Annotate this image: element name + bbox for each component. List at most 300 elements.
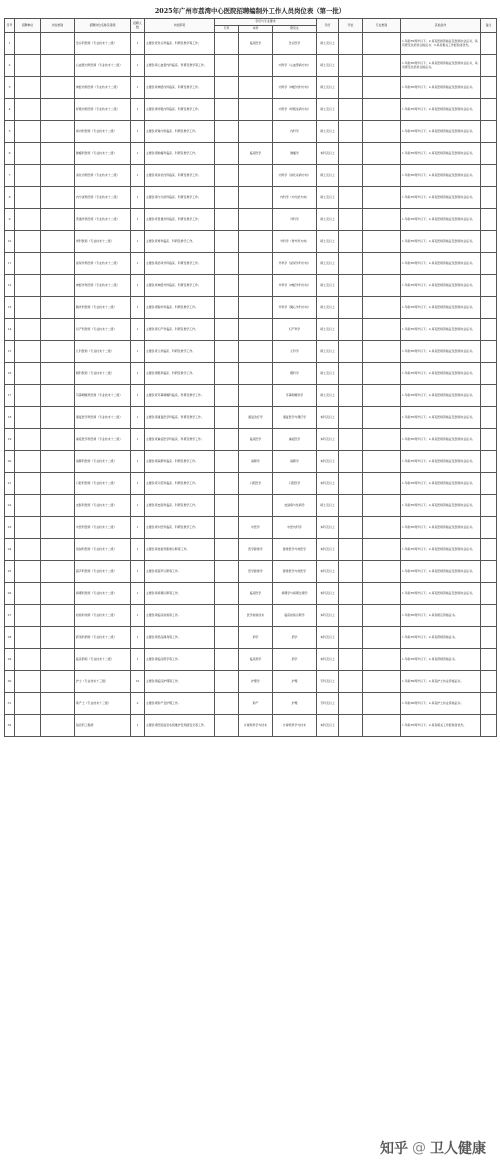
cell-degree: 本科及以上 (317, 539, 339, 561)
table-row (5, 121, 497, 143)
cell-yjs: 外科学（神经外科方向） (273, 275, 317, 297)
cell-post: 超声科医师（专业技术十二级） (75, 561, 131, 583)
cell-count: 1 (131, 319, 145, 341)
cell (363, 363, 401, 385)
cell (41, 385, 75, 407)
cell (215, 649, 239, 671)
cell-post: 护士（专业技术十三级） (75, 671, 131, 693)
table-row (5, 627, 497, 649)
cell-degree: 本科及以上 (317, 605, 339, 627)
cell-cond: 1.年龄35周岁以下；2.具有医师资格证及医师执业证书。 (401, 231, 481, 253)
cell-no: 15 (5, 341, 15, 363)
cell (41, 451, 75, 473)
cell-post: 神经外科医师（专业技术十二级） (75, 275, 131, 297)
cell (363, 33, 401, 55)
cell (339, 121, 363, 143)
cell-post: 内分泌科医师（专业技术十二级） (75, 187, 131, 209)
cell-post: 康复医学科医师（专业技术十二级） (75, 407, 131, 429)
cell-post: 儿科医师（专业技术十二级） (75, 341, 131, 363)
cell-duty: 主要负责眼科临床、科研及教学工作。 (145, 363, 215, 385)
cell-count: 10 (131, 671, 145, 693)
cell (481, 319, 497, 341)
cell (363, 539, 401, 561)
cell-yjs: 计算机科学与技术 (273, 715, 317, 737)
cell (481, 693, 497, 715)
cell (15, 693, 41, 715)
col-header: 招聘人数 (131, 19, 145, 33)
cell (339, 209, 363, 231)
cell-no: 29 (5, 649, 15, 671)
cell (339, 473, 363, 495)
cell (15, 341, 41, 363)
cell-no: 1 (5, 33, 15, 55)
cell-no: 4 (5, 99, 15, 121)
cell-count: 1 (131, 253, 145, 275)
cell (41, 231, 75, 253)
cell-cond: 1.年龄35周岁以下；2.具有医师资格证及医师执业证书。 (401, 99, 481, 121)
table-row (5, 495, 497, 517)
cell-no: 17 (5, 385, 15, 407)
cell-post: 信息科工程师 (75, 715, 131, 737)
cell-bk: 麻醉学 (239, 451, 273, 473)
cell-yjs: 内科学（神经内科方向） (273, 77, 317, 99)
cell-yjs: 儿科学 (273, 341, 317, 363)
cell-count: 1 (131, 231, 145, 253)
cell (339, 583, 363, 605)
cell (481, 121, 497, 143)
cell-bk: 药学 (239, 627, 273, 649)
cell-duty: 主要负责神经外科临床、科研及教学工作。 (145, 275, 215, 297)
cell (215, 693, 239, 715)
cell (15, 363, 41, 385)
cell-cond: 1.年龄35周岁以下；2.具有相关工作经验者优先。 (401, 715, 481, 737)
cell (481, 33, 497, 55)
cell-yjs: 内科学（内分泌方向） (273, 187, 317, 209)
cell-bk (239, 275, 273, 297)
cell (15, 319, 41, 341)
cell (41, 671, 75, 693)
cell-cond: 1.年龄30周岁以下；2.具有护士执业资格证书。 (401, 693, 481, 715)
cell-bk: 口腔医学 (239, 473, 273, 495)
cell-bk: 医学检验技术 (239, 605, 273, 627)
cell (363, 187, 401, 209)
cell-degree: 硕士及以上 (317, 231, 339, 253)
table-row (5, 715, 497, 737)
cell-post: 放射科医师（专业技术十二级） (75, 539, 131, 561)
cell (215, 319, 239, 341)
cell-count: 1 (131, 473, 145, 495)
cell-count: 1 (131, 627, 145, 649)
cell-degree: 硕士及以上 (317, 297, 339, 319)
cell-duty: 主要负责泌尿外科临床、科研及教学工作。 (145, 253, 215, 275)
cell (481, 473, 497, 495)
cell (15, 55, 41, 77)
cell-yjs: 药学 (273, 627, 317, 649)
table-row (5, 253, 497, 275)
table-row (5, 363, 497, 385)
cell (481, 517, 497, 539)
cell-degree: 本科及以上 (317, 627, 339, 649)
cell-duty: 主要负责放射科影像诊断等工作。 (145, 539, 215, 561)
cell-yjs: 耳鼻咽喉科学 (273, 385, 317, 407)
cell (481, 671, 497, 693)
cell-no: 14 (5, 319, 15, 341)
cell-count: 1 (131, 407, 145, 429)
cell (15, 627, 41, 649)
cell-post: 神经内科医师（专业技术十二级） (75, 77, 131, 99)
cell-post: 呼吸内科医师（专业技术十二级） (75, 99, 131, 121)
cell (481, 605, 497, 627)
cell-post: 耳鼻咽喉科医师（专业技术十二级） (75, 385, 131, 407)
cell-count: 1 (131, 143, 145, 165)
cell (481, 253, 497, 275)
cell-duty: 主要负责中医科临床、科研及教学工作。 (145, 517, 215, 539)
cell (215, 341, 239, 363)
cell (215, 583, 239, 605)
cell-post: 消化内科医师（专业技术十二级） (75, 165, 131, 187)
cell (339, 231, 363, 253)
cell (363, 407, 401, 429)
cell-yjs: 外科学 (273, 209, 317, 231)
table-body (5, 33, 497, 737)
cell (363, 451, 401, 473)
cell (41, 649, 75, 671)
cell-degree: 硕士及以上 (317, 495, 339, 517)
table-row (5, 77, 497, 99)
cell (481, 99, 497, 121)
cell-cond: 1.年龄35周岁以下；2.具有医师资格证及医师执业证书。 (401, 121, 481, 143)
watermark-brand: 知乎 (380, 1141, 408, 1157)
cell-cond: 1.年龄35周岁以下；2.具有医师资格证及医师执业证书。 (401, 187, 481, 209)
cell-duty: 主要负责口腔科临床、科研及教学工作。 (145, 473, 215, 495)
col-header: 招聘单位 (15, 19, 41, 33)
cell (215, 495, 239, 517)
cell (481, 363, 497, 385)
cell (481, 627, 497, 649)
cell-no: 30 (5, 671, 15, 693)
cell (363, 649, 401, 671)
cell (215, 517, 239, 539)
cell-bk (239, 363, 273, 385)
cell (215, 209, 239, 231)
cell-cond: 1.年龄35周岁以下；2.具有药师资格证书。 (401, 627, 481, 649)
cell-count: 1 (131, 165, 145, 187)
cell-bk (239, 99, 273, 121)
cell (15, 451, 41, 473)
cell-cond: 1.年龄35周岁以下；2.具有医师资格证及医师执业证书。 (401, 451, 481, 473)
col-header: 招聘岗位名称及等级 (75, 19, 131, 33)
cell (215, 33, 239, 55)
cell (215, 561, 239, 583)
cell (481, 209, 497, 231)
cell-duty: 主要负责超声诊断等工作。 (145, 561, 215, 583)
cell-cond: 1.年龄35周岁以下；2.具有医师资格证及医师执业证书。 (401, 407, 481, 429)
cell-count: 1 (131, 495, 145, 517)
cell-degree: 硕士及以上 (317, 121, 339, 143)
cell-duty: 主要负责胸外科临床、科研及教学工作。 (145, 297, 215, 319)
cell-yjs: 内科学（呼吸系病方向） (273, 99, 317, 121)
document-title: 2025年广州市荔湾中心医院招聘编制外工作人员岗位表（第一批） (154, 7, 346, 15)
table-row (5, 605, 497, 627)
cell-degree: 本科及以上 (317, 451, 339, 473)
cell-degree: 硕士及以上 (317, 209, 339, 231)
cell-no: 24 (5, 539, 15, 561)
cell-yjs: 护理 (273, 671, 317, 693)
sub-header: 研究生 (273, 26, 317, 33)
cell-no: 10 (5, 231, 15, 253)
cell (481, 385, 497, 407)
cell-post: 药剂科药师（专业技术十二级） (75, 627, 131, 649)
cell-duty: 主要负责儿科临床、科研及教学工作。 (145, 341, 215, 363)
cell-cond: 1.年龄35周岁以下；2.具有医师资格证及医师执业证书。 (401, 165, 481, 187)
cell (41, 583, 75, 605)
cell (339, 451, 363, 473)
cell (363, 253, 401, 275)
cell-yjs: 内科学（消化系病方向） (273, 165, 317, 187)
cell-yjs: 中医内科学 (273, 517, 317, 539)
cell (41, 77, 75, 99)
cell (215, 473, 239, 495)
cell-degree: 硕士及以上 (317, 319, 339, 341)
cell-no: 20 (5, 451, 15, 473)
cell-no: 21 (5, 473, 15, 495)
cell-post: 肾内科医师（专业技术十二级） (75, 121, 131, 143)
table-row (5, 671, 497, 693)
table-row (5, 583, 497, 605)
cell-yjs: 药学 (273, 649, 317, 671)
cell (363, 297, 401, 319)
cell (363, 121, 401, 143)
cell (215, 407, 239, 429)
cell (41, 121, 75, 143)
cell-no: 19 (5, 429, 15, 451)
cell (41, 297, 75, 319)
table-row (5, 209, 497, 231)
cell-degree: 本科及以上 (317, 715, 339, 737)
cell-no: 27 (5, 605, 15, 627)
cell (339, 429, 363, 451)
cell-no: 7 (5, 165, 15, 187)
cell (41, 209, 75, 231)
cell-post: 普通外科医师（专业技术十二级） (75, 209, 131, 231)
cell-duty: 主要负责助产及护理工作。 (145, 693, 215, 715)
cell (15, 209, 41, 231)
cell-duty: 主要负责麻醉科临床、科研及教学工作。 (145, 451, 215, 473)
cell-post: 重症医学科医师（专业技术十二级） (75, 429, 131, 451)
cell-yjs: 眼科学 (273, 363, 317, 385)
col-header: 学历与专业要求 (215, 19, 317, 26)
cell-yjs: 急诊医学 (273, 33, 317, 55)
cell (15, 275, 41, 297)
cell (363, 429, 401, 451)
cell-duty: 主要负责临床药学等工作。 (145, 649, 215, 671)
cell-count: 1 (131, 561, 145, 583)
cell-cond: 1.年龄35周岁以下；2.具有医师资格证及医师执业证书。 (401, 319, 481, 341)
cell-cond: 1.年龄30周岁以下；2.具有护士执业资格证书。 (401, 671, 481, 693)
cell (363, 385, 401, 407)
cell (15, 297, 41, 319)
cell-bk: 医学影像学 (239, 561, 273, 583)
cell-no: 12 (5, 275, 15, 297)
cell-post: 皮肤科医师（专业技术十二级） (75, 495, 131, 517)
cell (339, 693, 363, 715)
cell (481, 407, 497, 429)
cell (215, 275, 239, 297)
cell-bk (239, 209, 273, 231)
cell-post: 临床药师（专业技术十二级） (75, 649, 131, 671)
cell-yjs: 口腔医学 (273, 473, 317, 495)
cell-count: 1 (131, 121, 145, 143)
cell (363, 99, 401, 121)
cell-bk (239, 319, 273, 341)
cell-count: 1 (131, 209, 145, 231)
cell (339, 33, 363, 55)
cell-duty: 主要负责心血管内科临床、科研及教学等工作。 (145, 55, 215, 77)
cell-count: 1 (131, 451, 145, 473)
cell (339, 363, 363, 385)
cell (215, 385, 239, 407)
cell (481, 451, 497, 473)
cell (215, 121, 239, 143)
cell (41, 341, 75, 363)
cell-duty: 主要负责康复医学科临床、科研及教学工作。 (145, 407, 215, 429)
cell (339, 561, 363, 583)
cell-duty: 主要负责肾内科临床、科研及教学工作。 (145, 121, 215, 143)
cell (339, 55, 363, 77)
cell (15, 605, 41, 627)
cell-cond: 1.年龄35周岁以下；2.具有医师资格证及医师执业证书。 (401, 297, 481, 319)
cell (41, 99, 75, 121)
cell-cond: 1.年龄35周岁以下；2.具有医师资格证及医师执业证书。 (401, 539, 481, 561)
cell (15, 583, 41, 605)
cell-post: 心血管内科医师（专业技术十二级） (75, 55, 131, 77)
cell-no: 13 (5, 297, 15, 319)
cell-post: 眼科医师（专业技术十二级） (75, 363, 131, 385)
cell-degree: 硕士及以上 (317, 341, 339, 363)
cell-bk: 临床医学 (239, 143, 273, 165)
cell-yjs: 影像医学与核医学 (273, 561, 317, 583)
cell (215, 253, 239, 275)
cell-no: 26 (5, 583, 15, 605)
cell-no: 22 (5, 495, 15, 517)
cell-bk (239, 77, 273, 99)
cell-cond: 1.年龄35周岁以下；2.具有医师资格证及医师执业证书。 (401, 209, 481, 231)
cell-duty: 主要负责皮肤科临床、科研及教学工作。 (145, 495, 215, 517)
cell (41, 165, 75, 187)
cell-duty: 主要负责耳鼻咽喉科临床、科研及教学工作。 (145, 385, 215, 407)
cell (481, 187, 497, 209)
cell (363, 517, 401, 539)
cell (363, 165, 401, 187)
col-header: 学历 (317, 19, 339, 33)
cell (339, 605, 363, 627)
cell-count: 1 (131, 517, 145, 539)
cell (481, 165, 497, 187)
cell-bk (239, 231, 273, 253)
cell-yjs: 外科学（泌尿外科方向） (273, 253, 317, 275)
table-row (5, 33, 497, 55)
cell-count: 2 (131, 693, 145, 715)
table-row (5, 407, 497, 429)
cell (339, 715, 363, 737)
cell-duty: 主要负责消化内科临床、科研及教学工作。 (145, 165, 215, 187)
sub-header: 专科 (215, 26, 239, 33)
cell-duty: 主要负责普通外科临床、科研及教学工作。 (145, 209, 215, 231)
cell (363, 55, 401, 77)
cell (15, 77, 41, 99)
cell (215, 363, 239, 385)
cell (339, 495, 363, 517)
cell-count: 1 (131, 715, 145, 737)
cell (481, 55, 497, 77)
cell-count: 1 (131, 99, 145, 121)
table-row (5, 187, 497, 209)
table-row (5, 231, 497, 253)
cell-count: 1 (131, 363, 145, 385)
cell (481, 429, 497, 451)
cell-yjs: 麻醉学 (273, 451, 317, 473)
cell-no: 18 (5, 407, 15, 429)
cell-cond: 1.年龄35周岁以下；2.具有医师资格证及医师执业证书。 (401, 561, 481, 583)
cell-no: 32 (5, 715, 15, 737)
cell (15, 121, 41, 143)
cell (215, 715, 239, 737)
watermark (380, 1138, 486, 1158)
cell-cond: 1.年龄35周岁以下；2.具有医师资格证及医师执业证书。 (401, 583, 481, 605)
cell (41, 473, 75, 495)
cell (15, 385, 41, 407)
cell-no: 25 (5, 561, 15, 583)
cell-count: 1 (131, 385, 145, 407)
cell (339, 407, 363, 429)
cell (363, 495, 401, 517)
cell-count: 1 (131, 297, 145, 319)
table-row (5, 473, 497, 495)
cell-cond: 1.年龄35周岁以下；2.具有医师资格证及医师执业证书。 (401, 143, 481, 165)
cell-post: 肿瘤科医师（专业技术十二级） (75, 143, 131, 165)
cell (215, 605, 239, 627)
cell (481, 143, 497, 165)
table-row (5, 517, 497, 539)
cell (41, 319, 75, 341)
table-row (5, 429, 497, 451)
cell-duty: 主要负责内分泌科临床、科研及教学工作。 (145, 187, 215, 209)
cell-bk (239, 385, 273, 407)
cell-post: 中医科医师（专业技术十二级） (75, 517, 131, 539)
cell (41, 627, 75, 649)
table-row (5, 341, 497, 363)
cell-bk: 中医学 (239, 517, 273, 539)
cell-yjs: 皮肤病与性病学 (273, 495, 317, 517)
cell (215, 451, 239, 473)
watermark-sep: @ (412, 1140, 426, 1156)
cell (15, 165, 41, 187)
cell-duty: 主要负责肿瘤科临床、科研及教学工作。 (145, 143, 215, 165)
cell-yjs: 外科学（胸心外科方向） (273, 297, 317, 319)
cell (215, 627, 239, 649)
cell (41, 693, 75, 715)
cell-yjs: 影像医学与核医学 (273, 539, 317, 561)
cell (363, 583, 401, 605)
cell (41, 407, 75, 429)
cell-post: 急诊科医师（专业技术十二级） (75, 33, 131, 55)
cell-cond: 1.年龄35周岁以下；2.具有医师资格证及医师执业证书。 (401, 275, 481, 297)
cell-no: 11 (5, 253, 15, 275)
cell-bk (239, 495, 273, 517)
cell-bk: 临床药学 (239, 649, 273, 671)
table-row (5, 561, 497, 583)
cell-no: 9 (5, 209, 15, 231)
